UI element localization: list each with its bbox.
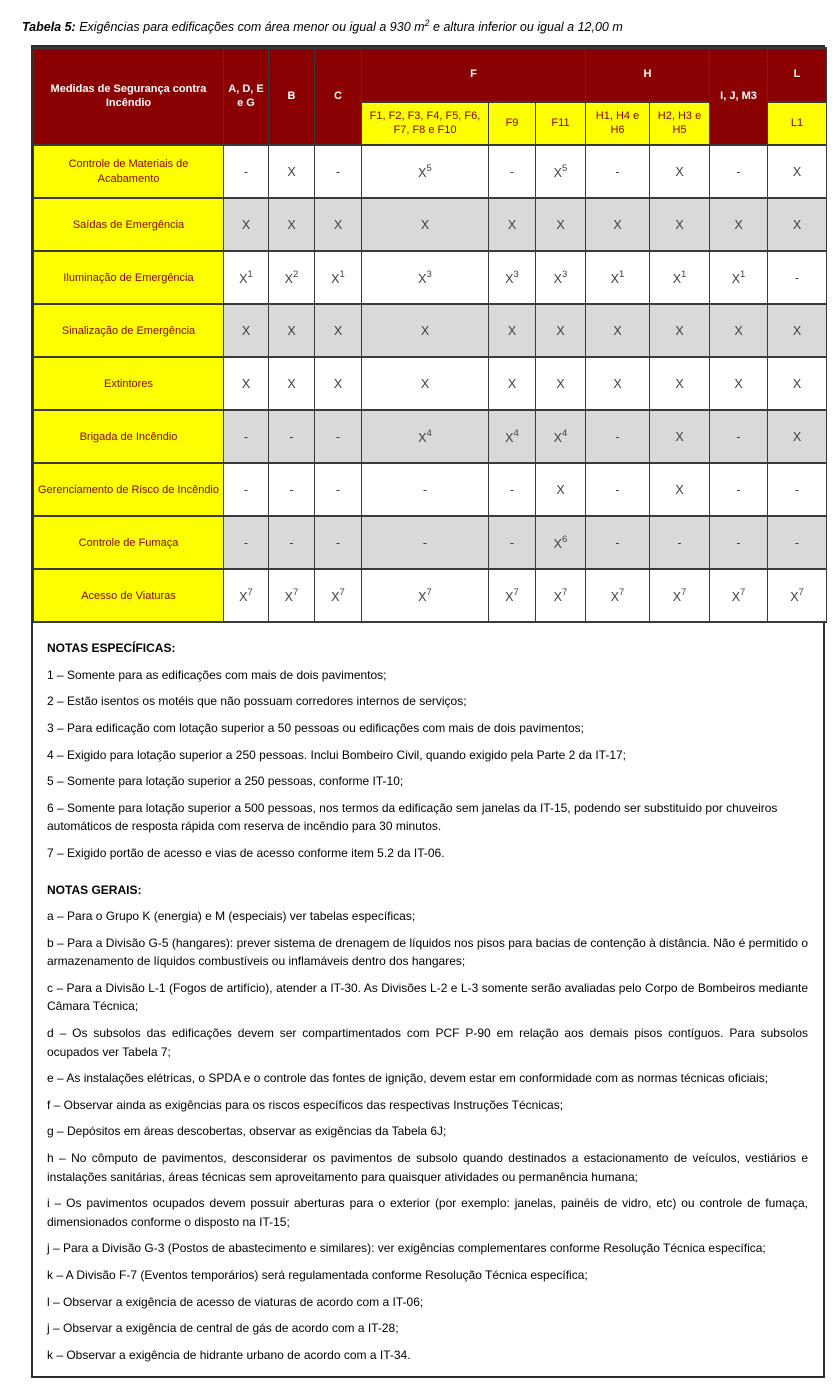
note-item: j – Para a Divisão G-3 (Postos de abastecimento e similares): ver exigências complementares conforme Resolução Técnica específica;: [47, 1241, 766, 1256]
page-title: [22, 18, 825, 34]
value-cell: -: [315, 145, 362, 198]
value-cell: -: [269, 463, 315, 516]
value-cell: -: [315, 463, 362, 516]
value-cell: $X^4$: [489, 410, 536, 463]
title-text-pre: Exigências para edificações com área menor ou igual a 930 m: [75, 20, 425, 35]
measure-label: Saídas de Emergência: [34, 198, 224, 251]
group-header-f: F: [362, 48, 586, 102]
value-cell: -: [586, 516, 650, 569]
value-cell: -: [489, 145, 536, 198]
measure-label: Extintores: [34, 357, 224, 410]
value-cell: -: [710, 463, 768, 516]
value-cell: X: [586, 304, 650, 357]
value-cell: X: [650, 463, 710, 516]
value-cell: X: [224, 198, 269, 251]
value-cell: X: [315, 304, 362, 357]
value-cell: $X^7$: [489, 569, 536, 622]
note-item: f – Observar ainda as exigências para os riscos específicos das respectivas Instruções Técnicas;: [47, 1097, 564, 1112]
value-cell: X: [768, 304, 827, 357]
note-item: 2 – Estão isentos os motéis que não possuam corredores internos de serviços;: [47, 694, 467, 709]
value-cell: -: [362, 516, 489, 569]
col-header-b: B: [269, 48, 315, 145]
value-cell: X: [586, 357, 650, 410]
value-cell: X: [315, 198, 362, 251]
value-cell: $X^1$: [315, 251, 362, 304]
value-cell: -: [489, 516, 536, 569]
table-row: [34, 357, 827, 410]
note-item: k – Observar a exigência de hidrante urbano de acordo com a IT-34.: [47, 1347, 411, 1362]
value-cell: $X^1$: [650, 251, 710, 304]
value-cell: $X^7$: [650, 569, 710, 622]
note-item: j – Observar a exigência de central de gás de acordo com a IT-28;: [47, 1321, 399, 1336]
value-cell: $X^4$: [536, 410, 586, 463]
value-cell: -: [315, 516, 362, 569]
title-superscript: 2: [424, 18, 430, 28]
value-cell: -: [710, 516, 768, 569]
table-row: [34, 304, 827, 357]
note-item: a – Para o Grupo K (energia) e M (especiais) ver tabelas específicas;: [47, 909, 416, 924]
value-cell: X: [768, 198, 827, 251]
value-cell: $X^3$: [362, 251, 489, 304]
value-cell: X: [224, 304, 269, 357]
value-cell: X: [489, 357, 536, 410]
value-cell: X: [269, 198, 315, 251]
value-cell: X: [489, 304, 536, 357]
measure-label: Iluminação de Emergência: [34, 251, 224, 304]
value-cell: X: [650, 357, 710, 410]
general-notes-heading: NOTAS GERAIS:: [47, 882, 142, 897]
value-cell: X: [489, 198, 536, 251]
value-cell: $X^3$: [489, 251, 536, 304]
general-notes-list: [47, 907, 808, 1364]
value-cell: $X^1$: [224, 251, 269, 304]
table-row: [34, 198, 827, 251]
requirements-table: [33, 47, 827, 623]
value-cell: X: [269, 304, 315, 357]
note-item: g – Depósitos em áreas descobertas, observar as exigências da Tabela 6J;: [47, 1124, 447, 1139]
table-row: [34, 569, 827, 622]
value-cell: -: [710, 145, 768, 198]
value-cell: X: [536, 304, 586, 357]
value-cell: -: [224, 463, 269, 516]
note-item: 6 – Somente para lotação superior a 500 pessoas, nos termos da edificação sem janelas da IT-15, podendo ser substituído por chuveiros automáticos de resposta rápida com reserva de incêndio para 30 minutos.: [47, 800, 778, 834]
col-header-ijm3: I, J, M3: [710, 48, 768, 145]
subcol-header-f9: F9: [489, 102, 536, 145]
value-cell: $X^6$: [536, 516, 586, 569]
value-cell: $X^7$: [362, 569, 489, 622]
subcol-header-h2-h3-h5: H2, H3 e H5: [650, 102, 710, 145]
value-cell: $X^7$: [315, 569, 362, 622]
value-cell: -: [489, 463, 536, 516]
value-cell: -: [768, 463, 827, 516]
note-item: h – No cômputo de pavimentos, desconsiderar os pavimentos de subsolo quando destinados a estacionamento de veículos, vestiários e instalações sanitárias, áreas técnicas sem aproveitamento para quaisquer atividades ou permanência humana;: [47, 1151, 808, 1184]
value-cell: -: [650, 516, 710, 569]
group-header-h: H: [586, 48, 710, 102]
value-cell: $X^7$: [536, 569, 586, 622]
measure-label: Acesso de Viaturas: [34, 569, 224, 622]
notes-section: [33, 623, 823, 1376]
value-cell: X: [536, 357, 586, 410]
note-item: b – Para a Divisão G-5 (hangares): prever sistema de drenagem de líquidos nos pisos para bacias de contenção à distância. Não é permitido o armazenamento de líquidos combustíveis ou inflamáveis dentro dos hangares;: [47, 935, 808, 969]
measure-label: Controle de Fumaça: [34, 516, 224, 569]
value-cell: $X^7$: [224, 569, 269, 622]
value-cell: -: [768, 516, 827, 569]
note-item: 3 – Para edificação com lotação superior a 50 pessoas ou edificações com mais de dois pavimentos;: [47, 720, 584, 735]
subcol-header-l1: L1: [768, 102, 827, 145]
value-cell: X: [315, 357, 362, 410]
specific-notes-heading: NOTAS ESPECÍFICAS:: [47, 641, 176, 656]
value-cell: $X^7$: [710, 569, 768, 622]
value-cell: $X^2$: [269, 251, 315, 304]
value-cell: -: [586, 145, 650, 198]
subcol-header-f1-f10: F1, F2, F3, F4, F5, F6, F7, F8 e F10: [362, 102, 489, 145]
value-cell: X: [768, 145, 827, 198]
note-item: 5 – Somente para lotação superior a 250 pessoas, conforme IT-10;: [47, 774, 404, 789]
col-header-adeg: A, D, E e G: [224, 48, 269, 145]
corner-header: Medidas de Segurança contra Incêndio: [34, 48, 224, 145]
value-cell: X: [710, 304, 768, 357]
value-cell: -: [269, 410, 315, 463]
value-cell: X: [650, 304, 710, 357]
table-row: [34, 463, 827, 516]
value-cell: $X^1$: [586, 251, 650, 304]
value-cell: X: [710, 198, 768, 251]
value-cell: $X^4$: [362, 410, 489, 463]
value-cell: -: [269, 516, 315, 569]
note-item: i – Os pavimentos ocupados devem possuir aberturas para o exterior (por exemplo: janelas, painéis de vidro, etc) ou controle de fumaça, dimensionados conforme o disposto na IT-15;: [47, 1196, 808, 1229]
note-item: 4 – Exigido para lotação superior a 250 pessoas. Inclui Bombeiro Civil, quando exigido pela Parte 2 da IT-17;: [47, 747, 627, 762]
specific-notes-list: [47, 666, 808, 863]
value-cell: X: [710, 357, 768, 410]
value-cell: $X^7$: [768, 569, 827, 622]
value-cell: X: [362, 198, 489, 251]
table-number-label: Tabela 5:: [22, 20, 76, 35]
note-item: 1 – Somente para as edificações com mais de dois pavimentos;: [47, 667, 387, 682]
value-cell: X: [362, 357, 489, 410]
value-cell: $X^7$: [586, 569, 650, 622]
value-cell: X: [269, 145, 315, 198]
value-cell: X: [650, 410, 710, 463]
note-item: d – Os subsolos das edificações devem ser compartimentados com PCF P-90 em relação aos demais pisos contíguos. Para subsolos ocupados ver Tabela 7;: [47, 1026, 808, 1059]
value-cell: X: [650, 198, 710, 251]
value-cell: -: [224, 410, 269, 463]
value-cell: X: [362, 304, 489, 357]
value-cell: $X^3$: [536, 251, 586, 304]
value-cell: -: [768, 251, 827, 304]
note-item: k – A Divisão F-7 (Eventos temporários) será regulamentada conforme Resolução Técnica específica;: [47, 1268, 588, 1282]
value-cell: X: [768, 357, 827, 410]
value-cell: -: [224, 516, 269, 569]
value-cell: -: [710, 410, 768, 463]
measure-label: Gerenciamento de Risco de Incêndio: [34, 463, 224, 516]
value-cell: X: [224, 357, 269, 410]
value-cell: $X^7$: [269, 569, 315, 622]
value-cell: -: [586, 463, 650, 516]
value-cell: X: [768, 410, 827, 463]
table-row: [34, 410, 827, 463]
table-row: [34, 145, 827, 198]
measure-label: Brigada de Incêndio: [34, 410, 224, 463]
table-frame: [31, 45, 825, 1378]
value-cell: -: [586, 410, 650, 463]
title-text-post: e altura inferior ou igual a 12,00 m: [429, 20, 623, 35]
table-row: [34, 516, 827, 569]
note-item: l – Observar a exigência de acesso de viaturas de acordo com a IT-06;: [47, 1294, 424, 1309]
value-cell: -: [362, 463, 489, 516]
value-cell: X: [536, 463, 586, 516]
note-item: c – Para a Divisão L-1 (Fogos de artifício), atender a IT-30. As Divisões L-2 e L-3 somente serão avaliadas pelo Corpo de Bombeiros mediante Câmara Técnica;: [47, 980, 808, 1014]
subcol-header-f11: F11: [536, 102, 586, 145]
value-cell: X: [586, 198, 650, 251]
value-cell: $X^5$: [536, 145, 586, 198]
note-item: e – As instalações elétricas, o SPDA e o controle das fontes de ignição, devem estar em conformidade com as normas técnicas oficiais;: [47, 1071, 769, 1086]
group-header-l: L: [768, 48, 827, 102]
note-item: 7 – Exigido portão de acesso e vias de acesso conforme item 5.2 da IT-06.: [47, 845, 445, 860]
value-cell: $X^5$: [362, 145, 489, 198]
subcol-header-h1-h4-h6: H1, H4 e H6: [586, 102, 650, 145]
measure-label: Controle de Materiais de Acabamento: [34, 145, 224, 198]
col-header-c: C: [315, 48, 362, 145]
value-cell: -: [315, 410, 362, 463]
value-cell: $X^1$: [710, 251, 768, 304]
value-cell: X: [650, 145, 710, 198]
value-cell: -: [224, 145, 269, 198]
value-cell: X: [536, 198, 586, 251]
requirements-table-body: [34, 145, 827, 622]
value-cell: X: [269, 357, 315, 410]
table-row: [34, 251, 827, 304]
measure-label: Sinalização de Emergência: [34, 304, 224, 357]
